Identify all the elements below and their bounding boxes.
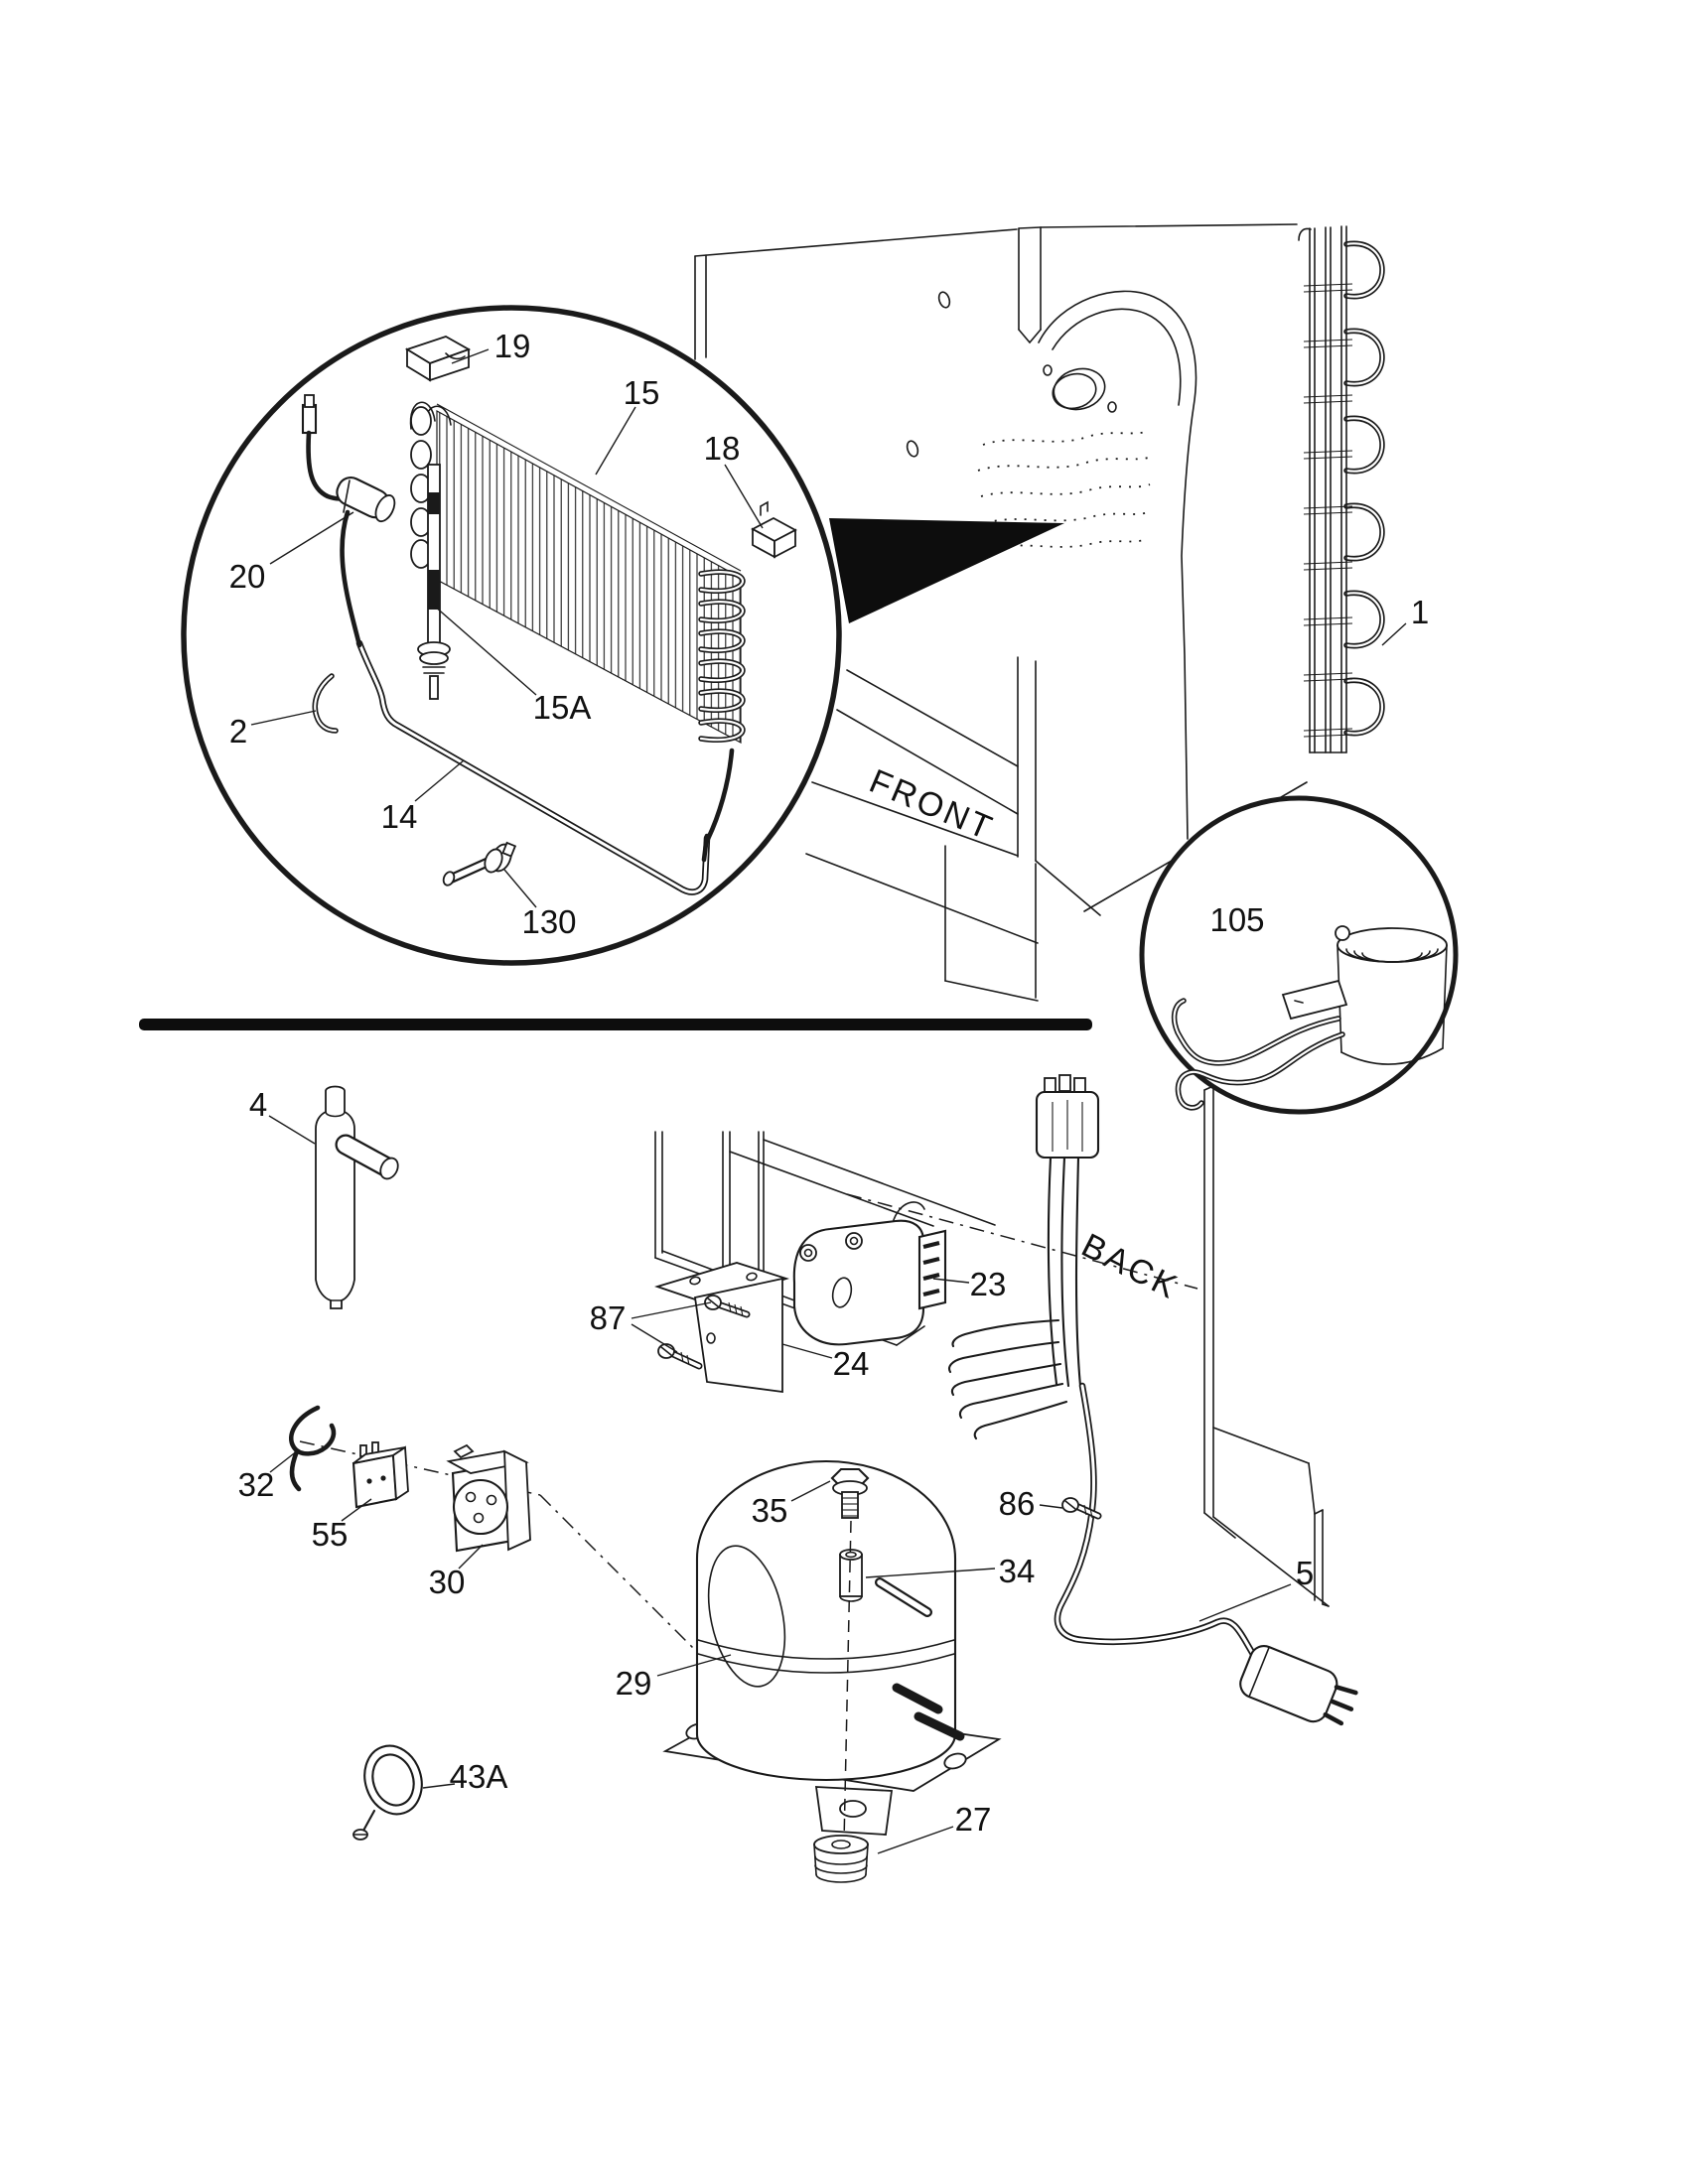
callout-23: 23 bbox=[969, 1266, 1007, 1302]
callout-87: 87 bbox=[589, 1299, 627, 1336]
cabinet-back-panel bbox=[1204, 1086, 1329, 1606]
condenser-cross-ties bbox=[1304, 284, 1352, 737]
compressor-front-foot bbox=[816, 1787, 892, 1835]
relay-23 bbox=[794, 1221, 945, 1345]
drain-pan-detail-circle bbox=[1142, 798, 1456, 1112]
callout-15a: 15A bbox=[532, 689, 592, 726]
leader-4 bbox=[269, 1116, 315, 1144]
leader-86 bbox=[1040, 1505, 1062, 1508]
callout-27: 27 bbox=[954, 1801, 992, 1838]
callout-1: 1 bbox=[1410, 594, 1430, 630]
condenser-loops bbox=[1346, 243, 1382, 733]
grommet-27 bbox=[814, 1836, 868, 1882]
section-divider bbox=[139, 1019, 1092, 1030]
callout-34: 34 bbox=[998, 1553, 1036, 1589]
callout-105: 105 bbox=[1209, 901, 1265, 938]
callout-43a: 43A bbox=[449, 1758, 508, 1795]
leader-5 bbox=[1199, 1584, 1291, 1621]
callout-130: 130 bbox=[521, 903, 577, 940]
compressor-assembly bbox=[665, 1461, 999, 1882]
callout-14: 14 bbox=[380, 798, 418, 835]
wiring-harness-5 bbox=[949, 1075, 1361, 1734]
callout-30: 30 bbox=[428, 1564, 466, 1600]
callout-19: 19 bbox=[493, 328, 531, 364]
callout-32: 32 bbox=[237, 1466, 275, 1503]
callout-29: 29 bbox=[615, 1665, 652, 1702]
callout-2: 2 bbox=[228, 713, 248, 750]
callout-4: 4 bbox=[248, 1086, 268, 1123]
callout-20: 20 bbox=[228, 558, 266, 595]
leader-87b bbox=[632, 1324, 677, 1352]
bracket-24 bbox=[657, 1263, 786, 1392]
switch-55 bbox=[353, 1442, 408, 1507]
harness-branch-wires bbox=[949, 1320, 1066, 1438]
back-label: BACK bbox=[1075, 1226, 1186, 1307]
leader-27 bbox=[878, 1827, 953, 1853]
wire-clip-32 bbox=[291, 1408, 334, 1489]
callout-55: 55 bbox=[311, 1516, 349, 1553]
callout-86: 86 bbox=[998, 1485, 1036, 1522]
clip-43a bbox=[353, 1738, 430, 1840]
callout-18: 18 bbox=[703, 430, 741, 467]
leader-24 bbox=[782, 1344, 832, 1358]
compartment-shadow-wedge bbox=[829, 518, 1064, 623]
drier-4 bbox=[316, 1087, 401, 1309]
evaporator-detail-circle bbox=[184, 308, 839, 963]
leader-1 bbox=[1382, 623, 1406, 645]
callout-24: 24 bbox=[832, 1345, 870, 1382]
callout-35: 35 bbox=[751, 1492, 788, 1529]
condenser-coil bbox=[1299, 226, 1406, 752]
power-plug bbox=[1236, 1642, 1361, 1734]
spacer-sleeve-34 bbox=[840, 1550, 862, 1601]
callout-5: 5 bbox=[1295, 1555, 1315, 1591]
compressor-body-29 bbox=[697, 1461, 955, 1780]
front-label: FRONT bbox=[864, 761, 1000, 849]
timer-30 bbox=[449, 1445, 530, 1551]
callout-15: 15 bbox=[623, 374, 660, 411]
